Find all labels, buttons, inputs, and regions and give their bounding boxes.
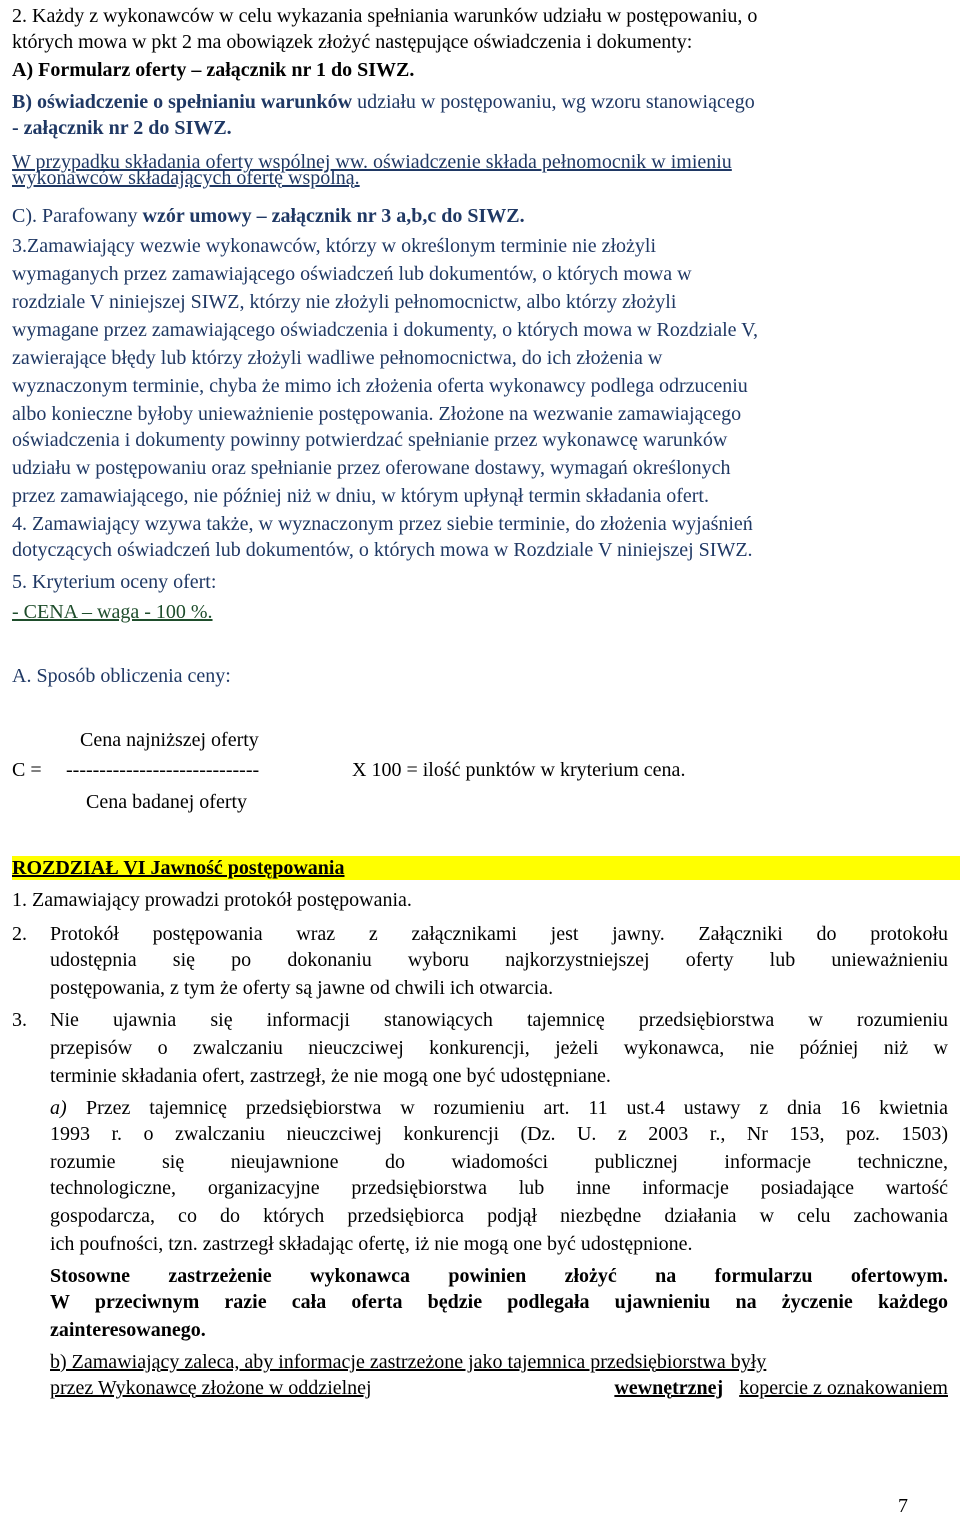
para-4-line-1: 4. Zamawiający wzywa także, w wyznaczonym przez siebie terminie, do złożenia wyjaśnień	[12, 513, 753, 535]
sub-item-b-line-1	[50, 1350, 766, 1374]
reservation-note-line-1	[50, 1264, 948, 1288]
wspolna-line-2-text: wykonawców składających ofertę wspólną.	[12, 167, 360, 189]
list-item-2-line-1: Protokół postępowania wraz z załącznikami jest jawny. Załączniki do protokołu	[50, 923, 948, 945]
sub-item-a-line-6: ich poufności, tzn. zastrzegł składając ofertę, iż nie mogą one być udostępnione.	[50, 1233, 693, 1255]
para-3-line-6: wyznaczonym terminie, chyba że mimo ich złożenia oferta wykonawcy podlega odrzuceniu	[12, 375, 748, 397]
para-3-line-2: wymaganych przez zamawiającego oświadczeń lub dokumentów, o których mowa w	[12, 263, 692, 285]
list-item-2-number: 2.	[12, 923, 27, 945]
list-item-3-line-2: przepisów o zwalczaniu nieuczciwej konkurencji, jeżeli wykonawca, nie później niż w	[50, 1037, 948, 1059]
item-a	[12, 58, 414, 82]
sub-item-a-line-2: 1993 r. o zwalczaniu nieuczciwej konkurencji (Dz. U. z 2003 r., Nr 153, poz. 1503)	[50, 1123, 948, 1145]
reservation-note-line-1-text: Stosowne zastrzeżenie wykonawca powinien złożyć na formularzu ofertowym.	[50, 1265, 948, 1287]
wspolna-line-1-text: W przypadku składania oferty wspólnej ww. oświadczenie składa pełnomocnik w imieniu	[12, 151, 732, 173]
para-2-line-2: których mowa w pkt 2 ma obowiązek złożyć następujące oświadczenia i dokumenty:	[12, 31, 693, 53]
list-item-3-number: 3.	[12, 1009, 27, 1031]
list-item-3-line-3: terminie składania ofert, zastrzegł, że nie mogą one być udostępniane.	[50, 1065, 611, 1087]
para-5: 5. Kryterium oceny ofert:	[12, 571, 217, 593]
reservation-note-line-3	[50, 1318, 206, 1342]
item-b-line-2-text: - załącznik nr 2 do SIWZ.	[12, 117, 232, 139]
item-a-text: A) Formularz oferty – załącznik nr 1 do SIWZ.	[12, 59, 415, 81]
formula-numerator: Cena najniższej oferty	[80, 729, 259, 751]
reservation-note-line-2-text: W przeciwnym razie cała oferta będzie podlegała ujawnieniu na życzenie każdego	[50, 1291, 948, 1313]
section-heading: ROZDZIAŁ VI Jawność postępowania	[12, 857, 345, 879]
sub-item-a-line-3: rozumie się nieujawnione do wiadomości publicznej informacje techniczne,	[50, 1151, 948, 1173]
formula-rhs: X 100 = ilość punktów w kryterium cena.	[352, 759, 686, 781]
sub-item-a-letter: a)	[50, 1097, 67, 1119]
item-b-rest: udziału w postępowaniu, wg wzoru stanowiącego	[352, 91, 755, 113]
sub-item-b-line-2-bold: wewnętrznej	[614, 1377, 724, 1399]
list-item-2-line-2: udostępnia się po dokonaniu wyboru najkorzystniejszej oferty lub unieważnieniu	[50, 949, 948, 971]
para-3-line-8: oświadczenia i dokumenty powinny potwierdzać spełnianie przez wykonawcę warunków	[12, 429, 728, 451]
item-c-pre: C). Parafowany	[12, 205, 143, 227]
list-item-1: 1. Zamawiający prowadzi protokół postępowania.	[12, 889, 412, 911]
sub-item-a-line-5: gospodarcza, co do których przedsiębiorca podjął niezbędne działania w celu zachowania	[50, 1205, 948, 1227]
criterion-cena	[12, 600, 213, 624]
sub-item-b-line-2-pre: przez Wykonawcę złożone w oddzielnej	[50, 1377, 372, 1399]
sub-item-a-line-1: Przez tajemnicę przedsiębiorstwa w rozumieniu art. 11 ust.4 ustawy z dnia 16 kwietnia	[86, 1097, 948, 1119]
item-c	[12, 204, 525, 228]
section-heading-highlight	[12, 856, 960, 880]
item-b-line-2	[12, 116, 232, 140]
reservation-note-line-2	[50, 1290, 948, 1314]
formula-fraction-bar: -----------------------------	[66, 759, 260, 781]
price-method-heading: A. Sposób obliczenia ceny:	[12, 665, 231, 687]
reservation-note-line-3-text: zainteresowanego.	[50, 1319, 206, 1341]
list-item-2-line-3: postępowania, z tym że oferty są jawne od chwili ich otwarcia.	[50, 977, 554, 999]
formula-lhs: C =	[12, 759, 42, 781]
sub-item-a-line-4: technologiczne, organizacyjne przedsiębiorstwa lub inne informacje posiadające wartość	[50, 1177, 948, 1199]
criterion-cena-text: - CENA – waga - 100 %.	[12, 601, 213, 623]
para-3-line-5: zawierające błędy lub którzy złożyli wadliwe pełnomocnictwa, do ich złożenia w	[12, 347, 663, 369]
wspolna-line-2	[12, 166, 360, 190]
item-b-line-1	[12, 90, 755, 114]
para-3-line-4: wymagane przez zamawiającego oświadczenia i dokumenty, o których mowa w Rozdziale V,	[12, 319, 759, 341]
para-2-line-1: 2. Każdy z wykonawców w celu wykazania spełniania warunków udziału w postępowaniu, o	[12, 5, 758, 27]
para-4-line-2: dotyczących oświadczeń lub dokumentów, o których mowa w Rozdziale V niniejszej SIWZ.	[12, 539, 753, 561]
para-3-line-10: przez zamawiającego, nie później niż w dniu, w którym upłynął termin składania ofert.	[12, 485, 709, 507]
page-number: 7	[898, 1495, 908, 1517]
list-item-3-line-1: Nie ujawnia się informacji stanowiących tajemnicę przedsiębiorstwa w rozumieniu	[50, 1009, 948, 1031]
sub-item-b-line-2	[50, 1376, 948, 1400]
sub-item-a-label	[50, 1096, 67, 1120]
formula-denominator: Cena badanej oferty	[86, 791, 248, 813]
item-b-bold: B) oświadczenie o spełnianiu warunków	[12, 91, 353, 113]
para-3-line-9: udziału w postępowaniu oraz spełnianie przez oferowane dostawy, wymagań określonych	[12, 457, 731, 479]
sub-item-b-line-2-post: kopercie z oznakowaniem	[739, 1377, 948, 1399]
sub-item-b-line-1-text: b) Zamawiający zaleca, aby informacje zastrzeżone jako tajemnica przedsiębiorstwa były	[50, 1351, 767, 1373]
para-3-line-1: 3.Zamawiający wezwie wykonawców, którzy w określonym terminie nie złożyli	[12, 235, 657, 257]
para-3-line-7: albo konieczne byłoby unieważnienie postępowania. Złożone na wezwanie zamawiającego	[12, 403, 742, 425]
item-c-bold: wzór umowy – załącznik nr 3 a,b,c do SIWZ.	[142, 205, 525, 227]
para-3-line-3: rozdziale V niniejszej SIWZ, którzy nie złożyli pełnomocnictw, albo którzy złożyli	[12, 291, 677, 313]
